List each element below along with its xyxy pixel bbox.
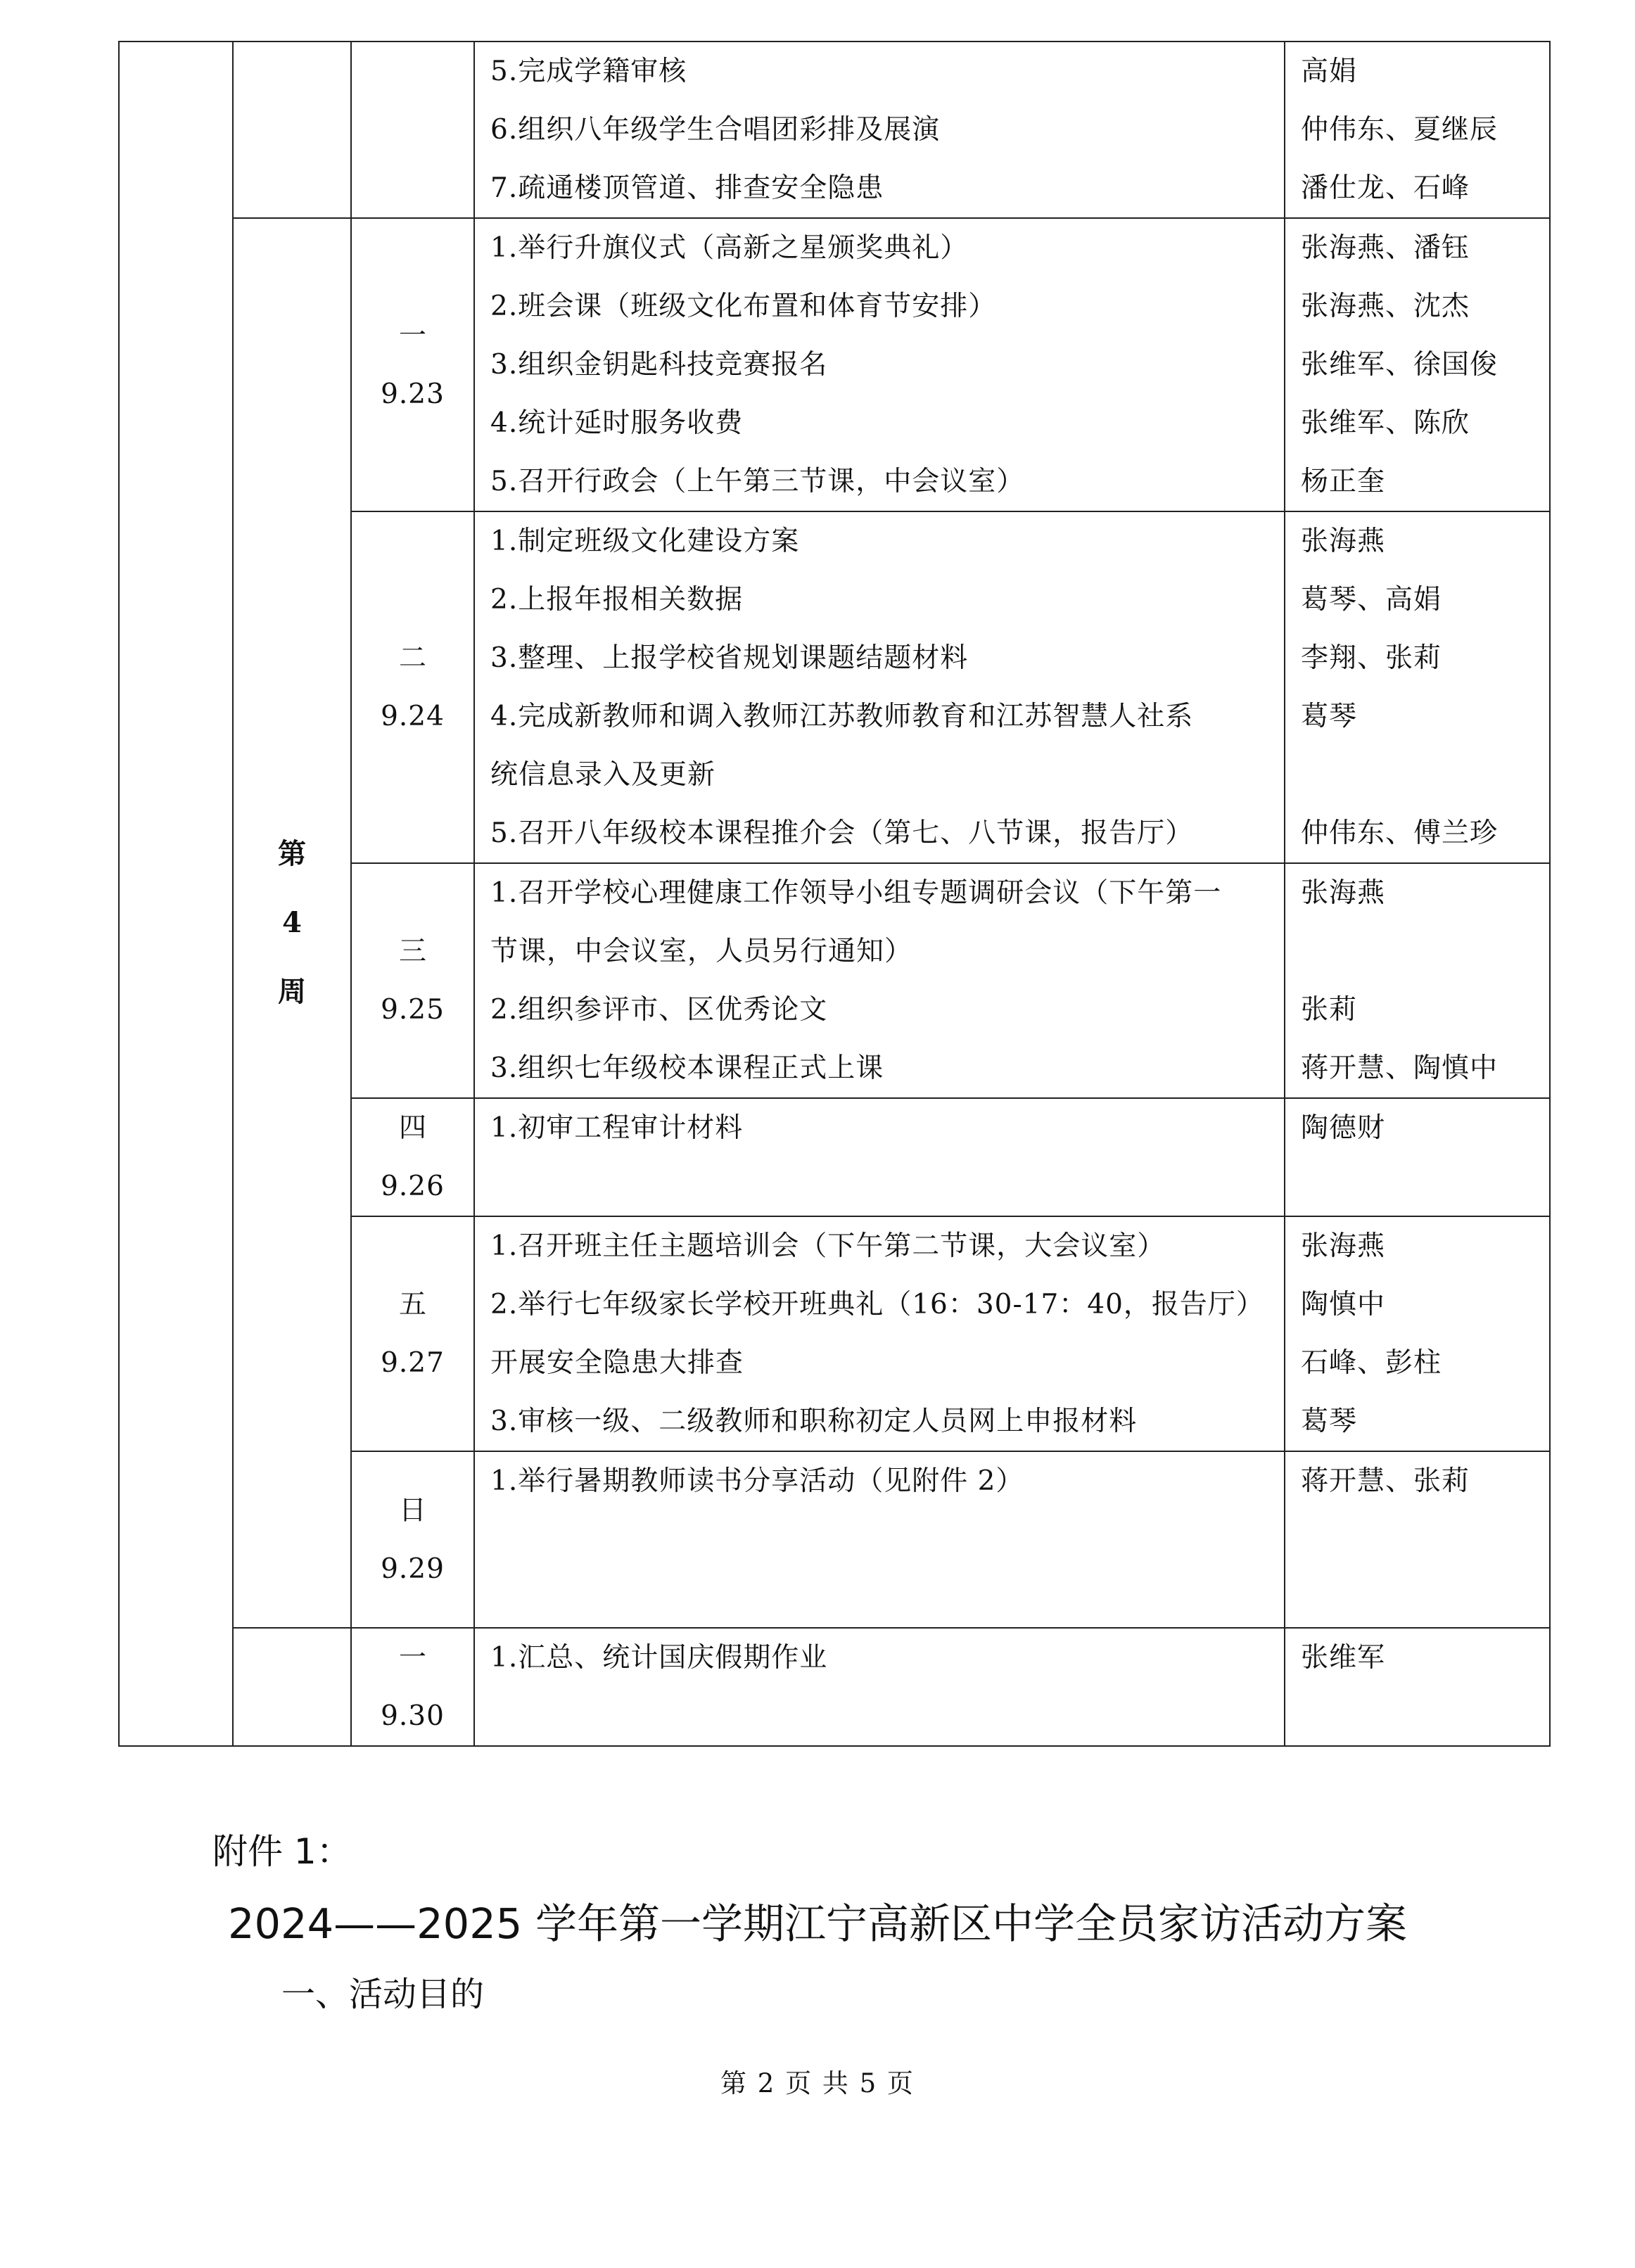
task-item: 3.组织七年级校本课程正式上课 xyxy=(490,1052,884,1084)
owner-name: 张维军、陈欣 xyxy=(1301,407,1470,439)
owner-cell xyxy=(1285,1628,1550,1746)
day-cell xyxy=(351,1216,474,1451)
owner-name: 张海燕 xyxy=(1301,525,1386,557)
owner-name: 蒋开慧、陶慎中 xyxy=(1301,1052,1499,1084)
day-cell xyxy=(351,1628,474,1746)
week-label-char: 4 xyxy=(282,906,302,939)
task-cell xyxy=(474,511,1285,863)
owner-name: 葛琴 xyxy=(1301,1406,1358,1437)
owner-cell xyxy=(1285,218,1550,511)
day-cell xyxy=(351,1098,474,1216)
week-label-char: 第 xyxy=(278,837,306,870)
day-date: 9.23 xyxy=(381,378,445,410)
table-row xyxy=(119,1628,1550,1746)
day-name: 二 xyxy=(398,642,426,674)
owner-cell xyxy=(1285,42,1550,218)
task-item xyxy=(475,1510,1284,1569)
owner-name xyxy=(1285,1157,1549,1216)
week-label-char: 周 xyxy=(278,975,306,1008)
day-date: 9.30 xyxy=(381,1700,445,1732)
day-name: 一 xyxy=(398,1642,426,1674)
task-item: 2.上报年报相关数据 xyxy=(490,584,744,616)
task-item: 6.组织八年级学生合唱团彩排及展演 xyxy=(490,114,941,146)
task-item: 4.完成新教师和调入教师江苏教师教育和江苏智慧人社系 xyxy=(490,701,1194,732)
owner-name: 张海燕、潘钰 xyxy=(1301,232,1470,264)
task-item: 3.整理、上报学校省规划课题结题材料 xyxy=(490,642,969,674)
task-cell xyxy=(474,1628,1285,1746)
day-date: 9.25 xyxy=(381,994,445,1026)
week-cell-blank xyxy=(233,1628,351,1746)
task-item: 4.统计延时服务收费 xyxy=(490,407,744,439)
day-cell xyxy=(351,42,474,218)
week-label-cell xyxy=(233,218,351,1628)
owner-name: 杨正奎 xyxy=(1301,466,1386,497)
task-item: 1.举行暑期教师读书分享活动（见附件 2） xyxy=(490,1465,1024,1497)
owner-name: 高娟 xyxy=(1301,56,1358,87)
task-item: 1.举行升旗仪式（高新之星颁奖典礼） xyxy=(490,232,969,264)
owner-name: 蒋开慧、张莉 xyxy=(1301,1465,1470,1497)
task-item xyxy=(475,1687,1284,1745)
page-footer: 第 2 页 共 5 页 xyxy=(720,2068,915,2098)
task-cell xyxy=(474,1216,1285,1451)
task-cell xyxy=(474,42,1285,218)
task-item: 1.制定班级文化建设方案 xyxy=(490,525,800,557)
owner-name: 葛琴、高娟 xyxy=(1301,584,1442,616)
task-item: 节课，中会议室，人员另行通知） xyxy=(490,936,913,967)
task-item: 统信息录入及更新 xyxy=(490,759,716,791)
owner-name xyxy=(1285,1510,1549,1569)
owner-name xyxy=(1285,746,1549,804)
task-cell xyxy=(474,1451,1285,1628)
day-date: 9.29 xyxy=(381,1553,445,1585)
task-item xyxy=(475,1569,1284,1627)
day-name: 三 xyxy=(398,936,426,967)
task-item: 2.组织参评市、区优秀论文 xyxy=(490,994,828,1026)
task-cell xyxy=(474,1098,1285,1216)
table-row xyxy=(119,218,1550,511)
owner-cell xyxy=(1285,511,1550,863)
owner-cell xyxy=(1285,1451,1550,1628)
task-item: 1.汇总、统计国庆假期作业 xyxy=(490,1642,828,1674)
owner-name: 陶德财 xyxy=(1301,1112,1386,1144)
document-title: 2024——2025 学年第一学期江宁高新区中学全员家访活动方案 xyxy=(227,1899,1408,1948)
outer-blank-cell xyxy=(119,42,233,1746)
task-cell xyxy=(474,863,1285,1098)
task-item: 7.疏通楼顶管道、排查安全隐患 xyxy=(490,172,884,204)
day-cell xyxy=(351,1451,474,1628)
task-item: 1.召开学校心理健康工作领导小组专题调研会议（下午第一 xyxy=(490,877,1222,909)
day-date: 9.24 xyxy=(381,701,445,732)
owner-name xyxy=(1285,1569,1549,1627)
task-item xyxy=(475,1157,1284,1216)
owner-cell xyxy=(1285,1216,1550,1451)
day-date: 9.26 xyxy=(381,1171,445,1202)
day-date: 9.27 xyxy=(381,1347,445,1379)
owner-name: 潘仕龙、石峰 xyxy=(1301,172,1470,204)
schedule-table xyxy=(118,41,1551,1747)
day-cell xyxy=(351,863,474,1098)
day-name: 五 xyxy=(398,1289,426,1320)
owner-name: 张海燕、沈杰 xyxy=(1301,291,1470,322)
owner-name: 陶慎中 xyxy=(1301,1289,1386,1320)
day-name: 日 xyxy=(398,1494,426,1527)
day-name: 一 xyxy=(398,319,426,352)
owner-name: 仲伟东、夏继辰 xyxy=(1301,114,1499,146)
section-heading: 一、活动目的 xyxy=(281,1975,485,2014)
owner-name: 仲伟东、傅兰珍 xyxy=(1301,817,1499,849)
task-item: 5.召开八年级校本课程推介会（第七、八节课，报告厅） xyxy=(490,817,1194,849)
owner-name: 张海燕 xyxy=(1301,877,1386,909)
owner-name: 葛琴 xyxy=(1301,701,1358,732)
owner-name: 张海燕 xyxy=(1301,1230,1386,1262)
task-item: 3.组织金钥匙科技竞赛报名 xyxy=(490,349,828,381)
task-cell xyxy=(474,218,1285,511)
attachment-label: 附件 1： xyxy=(212,1831,352,1872)
owner-name xyxy=(1285,1687,1549,1745)
task-item: 1.初审工程审计材料 xyxy=(490,1112,744,1144)
owner-name: 石峰、彭柱 xyxy=(1301,1347,1442,1379)
day-cell xyxy=(351,511,474,863)
day-name: 四 xyxy=(398,1112,426,1144)
task-item: 3.审核一级、二级教师和职称初定人员网上申报材料 xyxy=(490,1406,1138,1437)
task-item: 5.完成学籍审核 xyxy=(490,56,687,87)
week-cell-blank xyxy=(233,42,351,218)
owner-name: 张莉 xyxy=(1301,994,1358,1026)
owner-name: 张维军、徐国俊 xyxy=(1301,349,1499,381)
task-item: 2.举行七年级家长学校开班典礼（16：30-17：40，报告厅） xyxy=(490,1289,1264,1320)
task-item: 开展安全隐患大排查 xyxy=(490,1347,744,1379)
schedule-body xyxy=(119,42,1550,1746)
owner-cell xyxy=(1285,1098,1550,1216)
day-cell xyxy=(351,218,474,511)
owner-name xyxy=(1285,922,1549,981)
task-item: 2.班会课（班级文化布置和体育节安排） xyxy=(490,291,997,322)
owner-name: 张维军 xyxy=(1301,1642,1386,1674)
owner-cell xyxy=(1285,863,1550,1098)
task-item: 5.召开行政会（上午第三节课，中会议室） xyxy=(490,466,1025,497)
task-item: 1.召开班主任主题培训会（下午第二节课，大会议室） xyxy=(490,1230,1166,1262)
table-row xyxy=(119,42,1550,218)
owner-name: 李翔、张莉 xyxy=(1301,642,1442,674)
